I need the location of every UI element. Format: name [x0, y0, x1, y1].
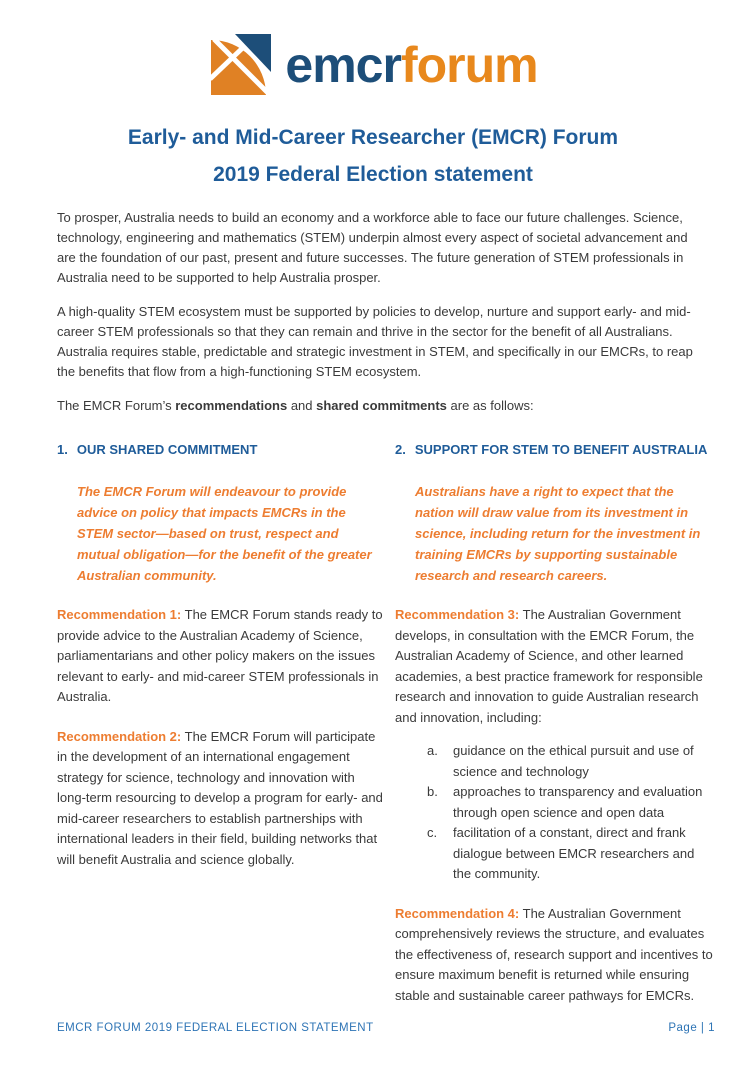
- section-heading: [395, 442, 715, 457]
- logo-text-forum: forum: [400, 37, 538, 93]
- footer-document-title: EMCR FORUM 2019 FEDERAL ELECTION STATEMENT: [57, 1022, 374, 1034]
- intro-lead-prefix: The EMCR Forum’s: [57, 398, 176, 413]
- emcr-forum-logo: [0, 0, 746, 97]
- pull-quote: The EMCR Forum will endeavour to provide advice on policy that impacts EMCRs in the STEM sector—based on trust, respect and mutual obligation—for the benefit of the greater Australian community.: [77, 484, 372, 583]
- list-item: [395, 782, 715, 823]
- list-marker: c.: [427, 825, 438, 840]
- recommendation-1-text: The EMCR Forum stands ready to provide advice to the Australian Academy of Science, parliamentarians and other policy makers on the issues relevant to early- and mid-career STEM professionals in Australia.: [57, 607, 383, 704]
- intro-lead-bold-recommendations: recommendations: [175, 398, 288, 413]
- list-item-text: approaches to transparency and evaluation through open science and open data: [453, 784, 703, 820]
- recommendation-2-label: Recommendation 2:: [57, 728, 182, 744]
- intro-lead-bold-shared-commitments: shared commitments: [316, 398, 447, 413]
- pull-quote: Australians have a right to expect that the nation will draw value from its investment in science, including return for the investment in training EMCRs by supporting sustainable research and research careers.: [415, 484, 701, 583]
- section-heading-label: SUPPORT FOR STEM TO BENEFIT AUSTRALIA: [414, 442, 708, 457]
- list-item: [395, 823, 715, 885]
- page-title-line-2: 2019 Federal Election statement: [213, 163, 533, 186]
- lettered-list: [395, 741, 715, 885]
- emcr-forum-logo-icon: [208, 33, 272, 97]
- section-number: 1.: [57, 442, 68, 457]
- recommendation-2-paragraph: [57, 727, 385, 871]
- recommendation-3-paragraph: [395, 605, 715, 728]
- recommendation-4-text: The Australian Government comprehensively reviews the structure, and evaluates the effectiveness of, research support and incentives to ensure maximum benefit is returned while ensuring stable and sustainable career pathways for EMCRs.: [395, 905, 713, 1003]
- recommendation-4-label: Recommendation 4:: [395, 905, 520, 921]
- section-heading: [57, 442, 385, 457]
- page-title-line-1: Early- and Mid-Career Researcher (EMCR) Forum: [127, 126, 619, 149]
- recommendation-4-paragraph: [395, 904, 715, 1007]
- list-item-text: facilitation of a constant, direct and frank dialogue between EMCR researchers and the community.: [453, 825, 695, 881]
- page-number: Page | 1: [668, 1022, 715, 1034]
- page-footer: [57, 1022, 715, 1034]
- intro-paragraph-1: To prosper, Australia needs to build an economy and a workforce able to face our future challenges. Science, technology, engineering and mathematics (STEM) underpin almost every aspect of societal advancement and are the foundation of our past, present and future successes. The future generation of STEM professionals in Australia need to be supported to help Australia prosper.: [57, 210, 688, 285]
- section-number: 2.: [395, 442, 406, 457]
- section-support-for-stem: [395, 442, 715, 1006]
- intro-lead-suffix: are as follows:: [446, 398, 534, 413]
- intro-paragraph-2: A high-quality STEM ecosystem must be supported by policies to develop, nurture and support early- and mid-career STEM professionals so that they can remain and thrive in the sector for the benefit of all Australians. Australia requires stable, predictable and strategic investment in STEM, and specifically in our EMCRs, to reap the benefits that flow from a high-functioning STEM ecosystem.: [57, 304, 693, 379]
- recommendation-1-label: Recommendation 1:: [57, 607, 182, 622]
- section-heading-label: OUR SHARED COMMITMENT: [76, 442, 258, 457]
- list-item-text: guidance on the ethical pursuit and use of science and technology: [453, 743, 694, 779]
- recommendation-1-paragraph: [57, 605, 385, 708]
- list-marker: a.: [427, 743, 438, 758]
- logo-wordmark: [285, 37, 538, 93]
- page-title: [0, 119, 746, 193]
- intro-block: [0, 208, 746, 416]
- intro-lead-middle: and: [287, 398, 317, 413]
- recommendation-2-text: The EMCR Forum will participate in the development of an international engagement strategy for science, technology and innovation with long-term resourcing to develop a program for early- and mid-career researchers to establish partnerships with international leaders in their field, building networks that will benefit Australia and science globally.: [57, 728, 383, 867]
- list-item: [395, 741, 715, 782]
- recommendation-3-label: Recommendation 3:: [395, 607, 520, 622]
- recommendation-3-text: The Australian Government develops, in consultation with the EMCR Forum, the Australian Academy of Science, and other learned academies, a best practice framework for responsible research and innovation to guide Australian research and innovation, including:: [395, 607, 703, 725]
- intro-lead: [57, 396, 694, 416]
- list-marker: b.: [427, 784, 438, 799]
- two-column-layout: [0, 442, 746, 1006]
- logo-text-emcr: emcr: [285, 37, 401, 93]
- section-our-shared-commitment: [57, 442, 385, 1006]
